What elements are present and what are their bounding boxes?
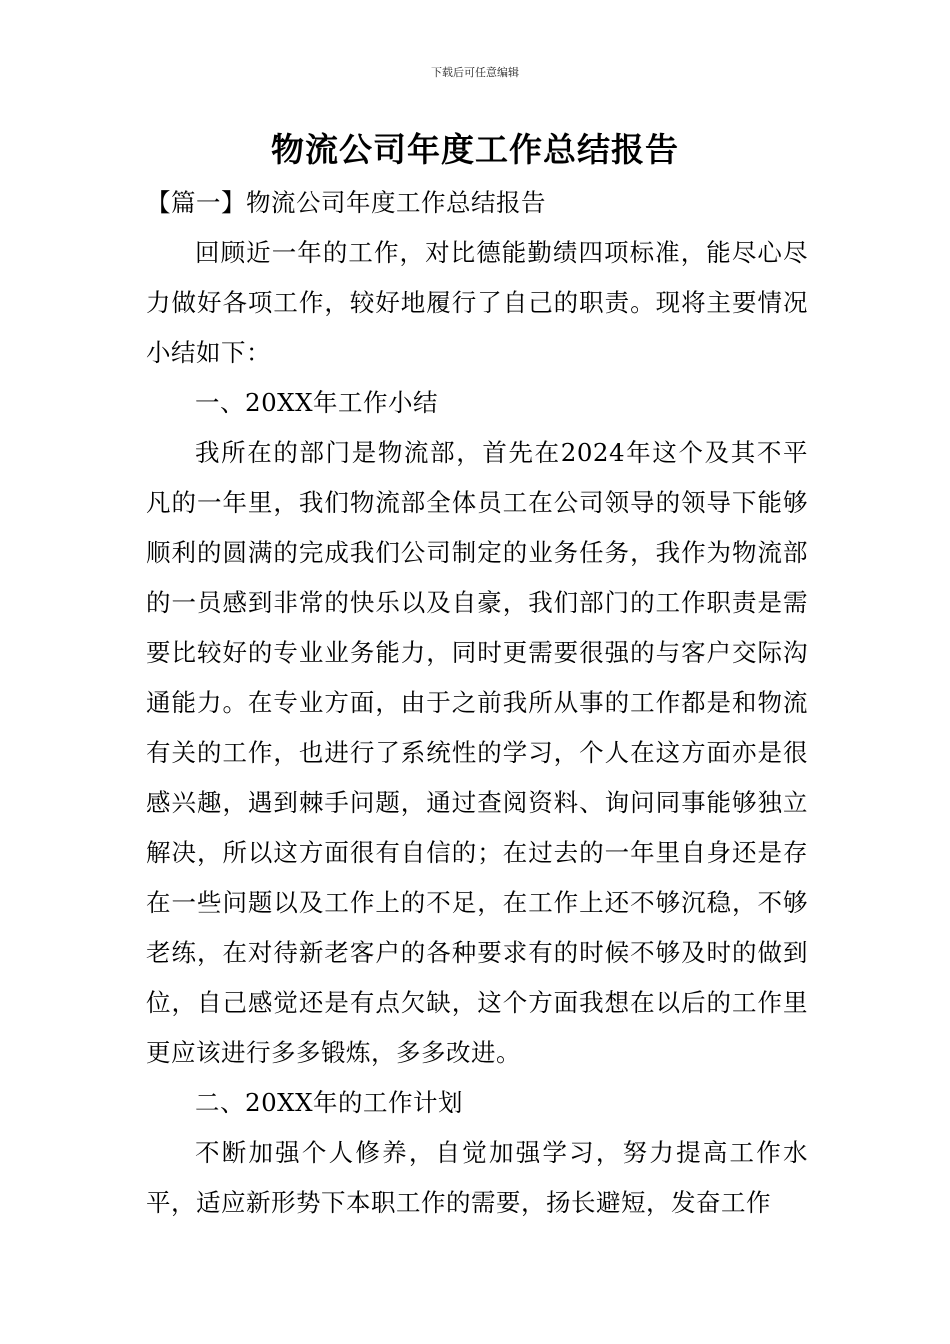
document-body xyxy=(146,178,808,1228)
document-title: 物流公司年度工作总结报告 xyxy=(271,130,679,169)
body-paragraph: 回顾近一年的工作，对比德能勤绩四项标准，能尽心尽力做好各项工作，较好地履行了自己的职责。现将主要情况小结如下： xyxy=(146,238,808,367)
body-paragraph: 我所在的部门是物流部，首先在2024年这个及其不平凡的一年里，我们物流部全体员工在公司领导的领导下能够顺利的圆满的完成我们公司制定的业务任务，我作为物流部的一员感到非常的快乐以及自豪，我们部门的工作职责是需要比较好的专业业务能力，同时更需要很强的与客户交际沟通能力。在专业方面，由于之前我所从事的工作都是和物流有关的工作，也进行了系统性的学习，个人在这方面亦是很感兴趣，遇到棘手问题，通过查阅资料、询问同事能够独立解决，所以这方面很有自信的；在过去的一年里自身还是存在一些问题以及工作上的不足，在工作上还不够沉稳，不够老练，在对待新老客户的各种要求有的时候不够及时的做到位，自己感觉还是有点欠缺，这个方面我想在以后的工作里更应该进行多多锻炼，多多改进。 xyxy=(146,438,808,1067)
sub-heading: 二、20XX年的工作计划 xyxy=(195,1088,464,1117)
sub-heading: 一、20XX年工作小结 xyxy=(195,388,439,417)
body-paragraph: 不断加强个人修养，自觉加强学习，努力提高工作水平，适应新形势下本职工作的需要，扬长避短，发奋工作 xyxy=(146,1138,808,1217)
header-note: 下载后可任意编辑 xyxy=(431,66,519,79)
section-heading: 【篇一】物流公司年度工作总结报告 xyxy=(146,188,546,217)
